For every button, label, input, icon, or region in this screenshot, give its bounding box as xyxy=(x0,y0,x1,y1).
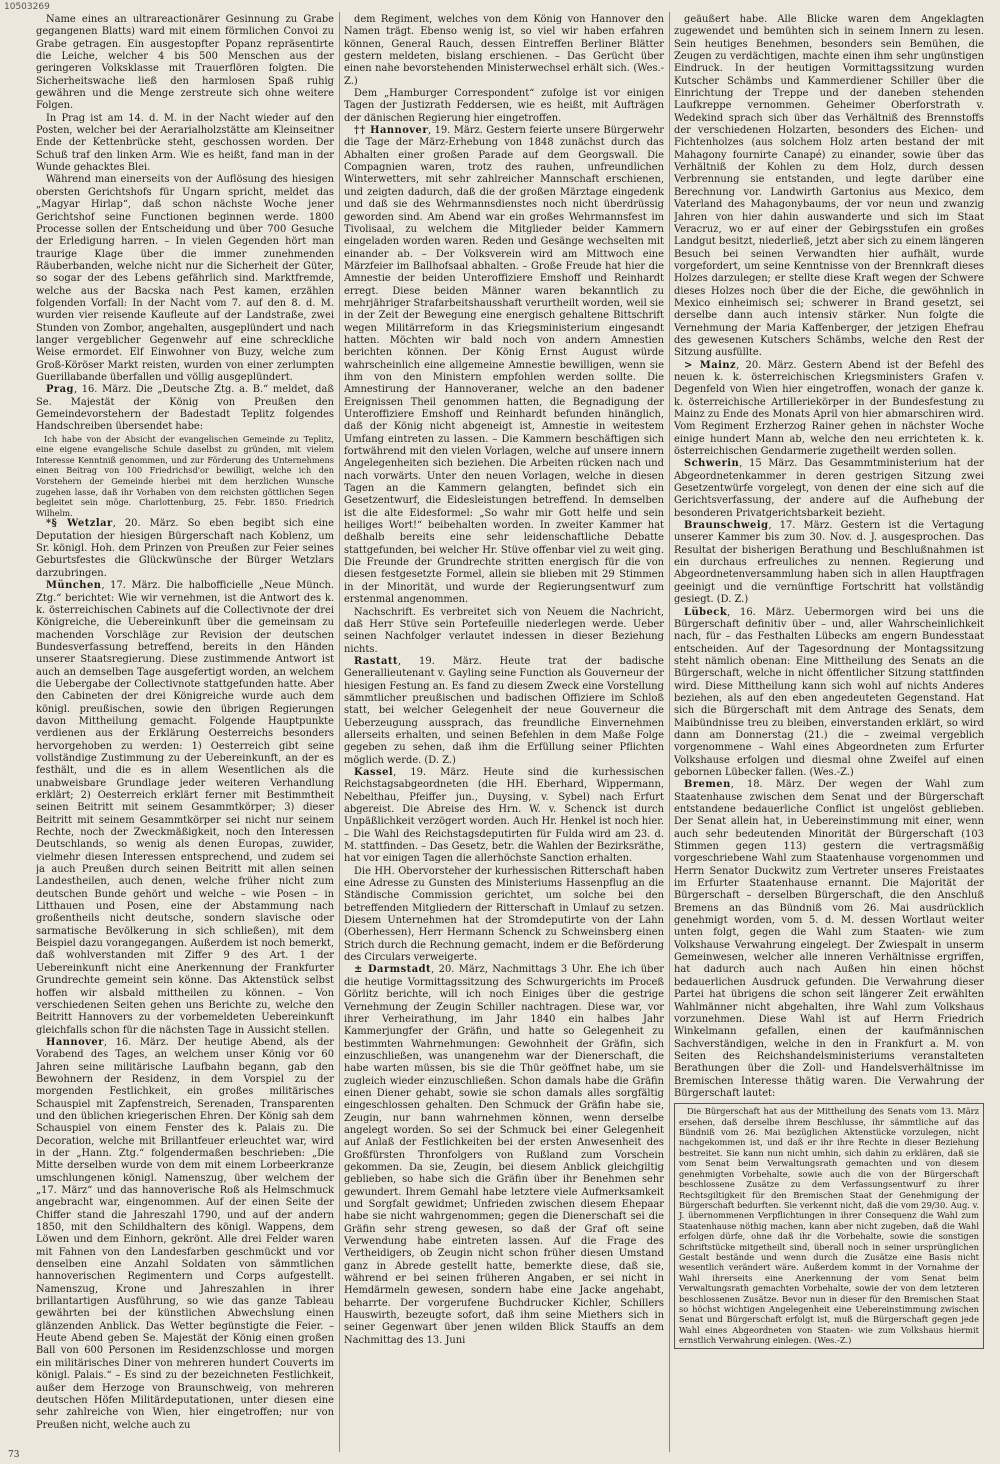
dateline-place: Kassel xyxy=(354,766,394,778)
news-body: , 19. März. Heute sind die kurhessischen Reichstagsabgeordneten (die HH. Eberhard, Wippermann, Nebelthau, Pfeiffer jun., Duysing, v. Sybel) nach Erfurt abgereist. Die Abreise des Hrn. W. v. Schenck ist durch Unpäßlichkeit verzögert worden. Auch Hr. Henkel ist noch hier. – Die Wahl des Reichstagsdeputirten für Fulda wird am 23. d. M. stattfinden. – Das Gesetz, betr. die Wahlen der Bezirksräthe, hat vor einigen Tagen die allerhöchste Sanction erhalten. xyxy=(344,766,664,865)
dateline-place: Hannover xyxy=(46,1036,104,1048)
dateline-place: Rastatt xyxy=(354,655,398,667)
paragraph: Nachschrift. Es verbreitet sich von Neuem die Nachricht, daß Herr Stüve sein Portefeuille niederlegen werde. Ueber seinen Nachfolger verlautet indessen in dieser Beziehung nichts. xyxy=(344,606,664,655)
news-body: , 20. März. Gestern Abend ist der Befehl des neuen k. k. österreichischen Kriegsministers Grafen v. Degenfeld von Wien hier eingetroffen, wonach der ganze k. k. österreichische Artilleriekörper in der Bundesfestung zu Mainz zu Ende des Monats April von hier abmarschiren wird. Vom Regiment Erzherzog Rainer gehen in nächster Woche einige hundert Mann ab, welche den neu errichteten k. k. österreichischen Gendarmerie zugetheilt werden sollen. xyxy=(674,359,984,458)
news-item xyxy=(674,520,984,606)
paragraph: Während man einerseits von der Auflösung des hiesigen obersten Gerichtshofs für Ungarn spricht, meldet das „Magyar Hirlap“, daß schon nächste Woche jener Gerichtshof seine Functionen beginnen werde. 1800 Processe sollen der Entscheidung und über 700 Gesuche der Erledigung harren. – In vielen Gegenden hört man traurige Klage über die immer zunehmenden Räuberbanden, welche nicht nur die Sicherheit der Güter, so sogar der des Lebens gefährlich sind. Marktfremde, welche aus der Bacska nach Pest kamen, erzählen folgenden Vorfall: In der Nacht vom 7. auf den 8. d. M. wurden vier reisende Kaufleute auf der Landstraße, zwei Stunden von Zombor, angehalten, ausgeplündert und nach langer vergeblicher Gegenwehr auf eine schreckliche Weise ermordet. Elf Einwohner von Buzy, welche zum Groß-Köröser Markt reisten, wurden von einer zerlumpten Guerillabande überfallen und völlig ausgeplündert. xyxy=(36,174,334,383)
news-item xyxy=(344,125,664,606)
dateline-place: †† Hannover xyxy=(354,125,429,137)
dateline-place: Bremen xyxy=(684,779,731,791)
news-body: , 19. März. Gestern feierte unsere Bürgerwehr die Tage der März-Erhebung von 1848 zunächst durch das Abhalten einer großen Parade auf dem Georgswall. Die Compagnien waren, trotz des rauhen, unfreundlichen Winterwetters, mit sehr zahlreicher Mannschaft erschienen, und zeigten dadurch, daß die der großen Märztage eingedenk und daß sie des Wehrmannsdienstes noch nicht überdrüssig geworden sind. Am Abend war ein großes Wehrmannsfest im Tivolisaal, zu welchem die Mitglieder beider Kammern eingeladen worden waren. Reden und Gesänge wechselten mit einander ab. – Der Volksverein wird am Mittwoch eine Märzfeier im Ballhofsaal abhalten. – Große Freude hat hier die Amnestie der beiden Unteroffiziere Emshoff und Reinhardt erregt. Diese beiden Männer waren bekanntlich zu mehrjähriger Strafarbeitshausshaft verurtheilt worden, weil sie in der Zeit der Bewegung eine energisch gehaltene Bittschrift wegen Militärreform in das Kriegsministerium eingesandt hatten. Möchten wir bald noch von andern Amnestien berichten können. Der König Ernst August würde wahrscheinlich eine allgemeine Amnestie bewilligen, wenn sie ihm von den Ministern empfohlen werden sollte. Die Amnestirung der Hannoveraner, welche an den badener Ereignissen Theil genommen hatten, die Begnadigung der Unteroffiziere Emshoff und Reinhardt befunden hinänglich, daß der König nicht abgeneigt ist, Amnestie in weitestem Umfang eintreten zu lassen. – Die Kammern beschäftigen sich fortwährend mit den vielen Vorlagen, welche auf unsere innern Angelegenheiten sich beziehen. Die Arbeiten rücken nach und nach vorwärts. Unter den neuen Vorlagen, welche in diesen Tagen an die Kammern gelangten, befindet sich ein Gesetzentwurf, die Eidesleistungen betreffend. In demselben ist die alte Eidesformel: „So wahr mir Gott helfe und sein heiliges Wort!“ beibehalten worden. In zweiter Kammer hat deßhalb bereits eine sehr leidenschaftliche Debatte stattgefunden, bei welcher Hr. Stüve offenbar viel zu weit ging. Die Freunde der Grundrechte stritten energisch für die von diesen festgesetzte Formel, allein sie blieben mit 29 Stimmen in der Minorität, und wurde der Regierungsentwurf zum erstenmal angenommen. xyxy=(344,125,664,606)
news-body: , 16. März. Der heutige Abend, als der Vorabend des Tages, an welchem unser König vor 60 Jahren seine militärische Laufbahn begann, gab den Bewohnern der Residenz, in dem Vorspiel zu der morgenden Festlichkeit, ein großes militärisches Schauspiel mit Zapfenstreich, Serenaden, Transparenten und den üblichen kriegerischen Ehren. Der König sah dem Schauspiel von einem Fenster des k. Palais zu. Die Decoration, welche mit Brillantfeuer erleuchtet war, wird in der „Hann. Ztg.“ folgendermaßen beschrieben: „Die Mitte derselben wurde von dem mit einem Lorbeerkranze umschlungenen königl. Namenszug, über welchem der „17. März“ und das hannoverische Roß als Helmschmuck angebracht war, eingenommen. Auf der einen Seite der Chiffer stand die Jahreszahl 1790, und auf der andern 1850, mit den Schildhaltern des königl. Wappens, dem Löwen und dem Einhorn, gekrönt. Alle drei Felder waren mit Fahnen von den Landesfarben geschmückt und vor denselben eine Anzahl Soldaten von sämmtlichen hannoverischen Regimentern und Corps aufgestellt. Namenszug, Krone und Jahreszahlen in ihrer brillantartigen Ausführung, so wie das ganze Tableau gewährten bei der künstlichen Abwechslung einen glänzenden Anblick. Das Wetter begünstigte die Feier. – Heute Abend geben Se. Majestät der König einen großen Ball von 600 Personen im Residenzschlosse und morgen ein militärisches Diner von mehreren hundert Couverts im königl. Palais.“ – Es sind zu der bezeichneten Festlichkeit, außer dem Herzoge von Braunschweig, von mehreren deutschen Höfen Militärdeputationen, unter diesen eine sehr zahlreiche von Wien, hier eingetroffen; nur von Preußen nicht, welche auch zu xyxy=(36,1036,334,1431)
news-item xyxy=(674,607,984,780)
dateline-place: München xyxy=(46,580,102,592)
news-item xyxy=(344,767,664,866)
dateline-place: Lübeck xyxy=(684,606,728,618)
dateline-place: Prag xyxy=(46,384,74,396)
news-body: , 15 März. Das Gesammtministerium hat der Abgeordnetenkammer in deren gestrigen Sitzung zwei Gesetzentwürfe vorgelegt, von denen der eine sich auf die Gerichtsverfassung, der andere auf die Aufhebung der besonderen Privatgerichtsbarkeit bezieht. xyxy=(674,458,984,519)
paragraph: dem Regiment, welches von dem König von Hannover den Namen trägt. Ebenso wenig ist, so viel wir haben erfahren können, General Rauch, dessen Eintreffen Berliner Blätter gestern meldeten, bislang erschienen. – Das Gerücht über einen nahe bevorstehenden Ministerwechsel erhält sich. (Wes.-Z.) xyxy=(344,14,664,87)
paragraph: Die HH. Obervorsteher der kurhessischen Ritterschaft haben eine Adresse zu Gunsten des Ministeriums Hassenpflug an die Ständische Commission gerichtet, um solche bei den betreffenden Mitgliedern der Ritterschaft in Umlauf zu setzen. Diesem Unternehmen hat der Stromdeputirte von der Lahn (Oberhessen), Herr Hermann Schenck zu Schweinsberg einen Strich durch die Rechnung gemacht, indem er die Beförderung des Circulars verweigerte. xyxy=(344,865,664,964)
dateline-place: > Mainz xyxy=(684,359,737,371)
news-item xyxy=(674,360,984,459)
news-body: , 19. März. Heute trat der badische Generallieutenant v. Gayling seine Function als Gouverneur der hiesigen Festung an. Es fand zu diesem Zweck eine Vorstellung sämmtlicher preußischen und badischen Offiziere im Schloß statt, bei welcher Gelegenheit der neue Gouverneur die Ueberzeugung aussprach, das freundliche Einvernehmen allerseits erhalten, und seinen Befehlen in dem Maße Folge gegeben zu sehen, daß ihm die Erfüllung seiner Pflichten möglich werde. (D. Z.) xyxy=(344,655,664,766)
protest-text: Die Bürgerschaft hat aus der Mittheilung des Senats vom 13. März ersehen, daß derselbe ihrem Beschlusse, ihr sämmtliche auf das Bündniß vom 26. Mai bezüglichen Aktenstücke vorzulegen, nicht nachgekommen ist, und daß er ihr ihre Rechte in dieser Beziehung bestreitet. Sie kann nun nicht umhin, sich dahin zu erklären, daß sie vom Senat beim Verwaltungsrath gemachten und von diesem genehmigten Vorbehalte, sowie auch die von der Bürgerschaft beschlossene Zusätze zu dem Verfassungsentwurf zu ihrer Rechtsgiltigkeit für den Bremischen Staat der Genehmigung der Bürgerschaft bedurften. Sie verkennt nicht, daß die vom 29/30. Aug. v. J. übernommenen Verpflichtungen in ihrer Consequenz die Wahl zum Staatenhause nöthig machen, kann aber nicht zugeben, daß die Wahl erfolgen dürfe, ohne daß ihr die Vorbehalte, sowie die sonstigen Schriftstücke mitgetheilt sind, überall noch in seiner ursprünglichen Gestalt bestände und wenn durch die Zusätze eine Basis nicht wesentlich verändert wäre. Außerdem kommt in der Vornahme der Wahl ihrerseits eine Anerkennung der vom Senat beim Verwaltungsrath gemachten Vorbehalte, sowie der von dem letzteren beschlossenen Zusätze. Bevor nun in dieser für den Bremischen Staat so höchst wichtigen Angelegenheit eine Uebereinstimmung zwischen Senat und Bürgerschaft erfolgt ist, muß die Bürgerschaft gegen jede Wahl eines Abgeordneten von Staaten- wie zum Volkshaus hiermit ernstlich Verwahrung einlegen. (Wes.-Z.) xyxy=(674,1103,984,1348)
dateline-place: Braunschweig xyxy=(684,520,769,532)
news-item xyxy=(344,964,664,1347)
column-1 xyxy=(36,14,334,1450)
column-rule xyxy=(669,12,670,1452)
news-item xyxy=(36,518,334,580)
column-3 xyxy=(674,14,984,1450)
dateline-place: Schwerin xyxy=(684,458,740,470)
news-item xyxy=(344,656,664,767)
news-body: , 20. März. So eben begibt sich eine Deputation der hiesigen Bürgerschaft nach Koblenz, um Sr. königl. Hoh. dem Prinzen von Preußen zur Feier seines Geburtsfestes die Glückwünsche der Bürger Wetzlars darzubringen. xyxy=(36,518,334,579)
news-item xyxy=(674,458,984,520)
news-body: , 17. März. Gestern ist die Vertagung unserer Kammer bis zum 30. Nov. d. J. ausgesprochen. Das Resultat der bisherigen Berathung und Beschlußnahmen ist ein durchaus erfreuliches zu nennen. Regierung und Abgeordnetenversammlung haben sich in allen Hauptfragen geeinigt und die vernünftige Fortschritt hat vollständig gesiegt. (D. Z.) xyxy=(674,520,984,606)
page-mark: 73 xyxy=(8,1450,20,1460)
page-id: 10503269 xyxy=(4,2,50,12)
news-body: , 20. März, Nachmittags 3 Uhr. Ehe ich über die heutige Vormittagssitzung des Schwurgerichts im Proceß Görlitz berichte, will ich noch Einiges über die gestrige Vernehmung der Zeugin Schiller nachtragen. Diese war, vor ihrer Verheirathung, im Jahr 1840 ein halbes Jahr Kammerjungfer der Gräfin, und hatte so Gelegenheit zu bestimmten Wahrnehmungen: Gewohnheit der Gräfin, sich einzuschließen, was unangenehm war der Dienerschaft, die habe warten müssen, bis sie die Thür geöffnet habe, um sie zugleich wieder einzuschließen. Schon damals habe die Gräfin einen Diener gehabt, sowie sie schon damals alles sorgfältig eingeschlossen gehalten. Den Schmuck der Gräfin habe sie, Zeugin, nur bann wahrnehmen können, wenn derselbe angelegt worden. So sei der Schmuck bei einer Gelegenheit auf Anlaß der Festlichkeiten bei der ersten Anwesenheit des Großfürsten Thronfolgers von Rußland zum Vorschein gekommen. Da sie, Zeugin, bei diesem Anblick gleichgiltig geblieben, so habe sich die Gräfin über ihr Benehmen sehr gewundert. Ihrem Gemahl habe letztere viele Aufmerksamkeit und Sorgfalt gewidmet; Unfrieden zwischen diesem Ehepaar habe sie nicht wahrgenommen; gegen die Dienerschaft sei die Gräfin sehr streng gewesen, so daß der Graf oft seine Verwendung habe eintreten lassen. Auf die Frage des Vertheidigers, ob Zeugin nicht schon früher diesen Umstand ganz in Abrede gestellt hatte, bemerkte diese, daß sie, während er bei seinen früheren Angaben, er sei nicht in Hemdärmeln gewesen, sondern habe eine Jacke angehabt, beharrte. Der vorgerufene Buchdrucker Kichler, Schillers Hauswirth, bezeugte sofort, daß ihm seine Miethers sich in seiner Gegenwart über jenen wilden Blick Stauffs an dem Nachmittag des 13. Juni xyxy=(344,964,664,1346)
paragraph: Dem „Hamburger Correspondent“ zufolge ist vor einigen Tagen der Justizrath Feddersen, wie es heißt, mit Aufträgen der dänischen Regierung hier eingetroffen. xyxy=(344,88,664,124)
paragraph: geäußert habe. Alle Blicke waren dem Angeklagten zugewendet und bemühten sich in seinem Innern zu lesen. Sein heutiges Benehmen, besonders sein Bemühen, die Zeugen zu verdächtigen, machte einen ihm sehr ungünstigen Eindruck. In der heutigen Vormittagssitzung wurden Kutscher Schämbs und Kammerdiener Schiller über die Einrichtung der Treppe und der daneben stehenden Laufkreppe vernommen. Geheimer Oberforstrath v. Wedekind sprach sich über das Verhältniß des Brennstoffs der verschiedenen Holzarten, besonders des Eichen- und Fichtenholzes (aus solchem Holz arten bestand der mit Mahagony fournirte Canapé) zu einander, sowie über das Verhältniß der Kohlen zu dem Holz, durch dessen Verbrennung sie entstanden, und legte darüber eine Berechnung vor. Landwirth Gartonius aus Mexico, dem Vaterland des Mahagonybaums, der vor neun und zwanzig Jahren von hier dahin auswanderte und sich im Staat Veracruz, wo er auf einer der Gebirgsstufen ein großes Landgut besitzt, niederließ, jetzt aber sich zu einem längeren Besuch bei seinen Verwandten hier aufhält, wurde vorgefordert, um seine Kenntnisse von der Brennkraft dieses Holzes darzulegen; er stellte diese Kraft wegen der Schwere dieses Holzes noch über die der Eiche, die gewöhnlich in Mexico einheimisch sei; schwerer in Brand gesetzt, sei derselbe dann auch intensiv stärker. Nun folgte die Vernehmung der Maria Kaffenberger, der jetzigen Ehefrau des gewesenen Kutschers Schämbs, welche den Rest der Sitzung ausfüllte. xyxy=(674,14,984,359)
news-item xyxy=(674,779,984,1100)
dateline-place: *§ Wetzlar xyxy=(46,518,113,530)
column-rule xyxy=(339,12,340,1452)
news-item xyxy=(36,580,334,1037)
news-body: , 16. März. Uebermorgen wird bei uns die Bürgerschaft definitiv über – und, aller Wahrscheinlichkeit nach, für – das Festhalten Lübecks am engern Bundesstaat entscheiden. Auf der Tagesordnung der Montagssitzung steht nämlich obenan: Eine Mittheilung des Senats an die Bürgerschaft, welche in nicht öffentlicher Sitzung stattfinden wird. Diese Mittheilung kann sich wohl auf nichts Anderes beziehen, als auf den eben angedeuteten Gegenstand. Hat sich die Bürgerschaft mit dem Antrage des Senats, dem Maibündnisse treu zu bleiben, einverstanden erklärt, so wird dann am Donnerstag (21.) die – zweimal vergeblich vorgenommene – Wahl eines Abgeordneten zum Erfurter Volkshause erfolgen und diesmal ohne Zweifel auf einen gebornen Lübecker fallen. (Wes.-Z.) xyxy=(674,606,984,778)
news-item xyxy=(36,384,334,433)
news-body: , 16. März. Die „Deutsche Ztg. a. B.“ meldet, daß Se. Majestät der König von Preußen den Gemeindevorstehern der Badestadt Teplitz folgendes Handschreiben übersendet habe: xyxy=(36,384,334,433)
column-2 xyxy=(344,14,664,1450)
news-item xyxy=(36,1037,334,1432)
quoted-letter: Ich habe von der Absicht der evangelischen Gemeinde zu Teplitz, eine eigene evangelische Schule daselbst zu gründen, mit vielem Interesse Kenntniß genommen, und zur Förderung des Unternehmens einen Beitrag von 100 Friedrichsd'or bewilligt, welche ich den Vorstehern der Gemeinde hierbei mit dem herzlichen Wunsche zugehen lasse, daß ihr Vorhaben von dem reichsten göttlichen Segen begleitet sein möge. Charlottenburg, 25. Febr. 1850. Friedrich Wilhelm. xyxy=(36,433,334,518)
news-body: , 18. März. Der wegen der Wahl zum Staatenhause zwischen dem Senat und der Bürgerschaft entstandene bedauerliche Conflict ist ungelöst geblieben. Der Senat allein hat, in Uebereinstimmung mit einer, wenn auch sehr bedeutenden Minorität der Bürgerschaft (103 Stimmen gegen 113) gestern die vertragsmäßig vorgeschriebene Wahl zum Staatenhause vorgenommen und Herrn Senator Duckwitz zum Vertreter unseres Freistaates im Erfurter Staatenhause ernannt. Die Majorität der Bürgerschaft – derselben Bürgerschaft, die den Anschluß Bremens an das Bündniß vom 26. Mai ausdrücklich genehmigt worden, vom 5. d. M. dessen Wortlaut weiter unten folgt, gegen die Wahl zum Staaten- wie zum Volkshause Verwahrung eingelegt. Der Zwiespalt in unserm Gemeinwesen, welcher alle inneren Verhältnisse ergriffen, hat dadurch auch nach Außen hin einen höchst bedauerlichen Ausdruck gefunden. Die Verwahrung dieser Partei hat übrigens die schon seit längerer Zeit erwählten Wahlmänner nicht abgehalten, ihre Wahl zum Volkshaus vorzunehmen. Diese Wahl ist auf Herrn Friedrich Winkelmann gefallen, einen der kaufmännischen Sachverständigen, welche in den in Frankfurt a. M. von Seiten des Reichshandelsministeriums veranstalteten Berathungen über die Zoll- und Handelsverhältnisse im Bremischen Interesse thätig waren. Die Verwahrung der Bürgerschaft lautet: xyxy=(674,779,984,1099)
paragraph: In Prag ist am 14. d. M. in der Nacht wieder auf den Posten, welcher bei der Aerarialholzstätte am Kleinseitner Ende der Kettenbrücke steht, geschossen worden. Der Schuß traf den linken Arm. Wie es heißt, fand man in der Wunde gehacktes Blei. xyxy=(36,112,334,174)
paragraph: Name eines an ultrareactionärer Gesinnung zu Grabe gegangenen Blatts) ward mit einem förmlichen Convoi zu Grabe getragen. Ein ausgestopfter Popanz repräsentirte die Leiche, welcher 4 bis 500 Menschen aus der geringeren Volksklasse mit Trauerflören folgten. Die Sicherheitswache ließ den harmlosen Spaß ruhig gewähren und die Menge zerstreute sich ohne weitere Folgen. xyxy=(36,14,334,112)
dateline-place: ± Darmstadt xyxy=(354,964,432,976)
news-body: , 17. März. Die halbofficielle „Neue Münch. Ztg.“ berichtet: Wie wir vernehmen, ist die Antwort des k. k. österreichischen Cabinets auf die Collectivnote der drei Königreiche, die Uebereinkunft über die gemeinsam zu machenden Vorschläge zur Revision der deutschen Bundesverfassung betreffend, bereits in den Händen unserer Staatsregierung. Diese zustimmende Antwort ist auch an demselben Tage ausgefertigt worden, an welchem die Uebergabe der Collectivnote stattgefunden hatte. Aber den Cabineten der drei Königreiche wurde auch dem königl. preußischen, sowie den übrigen Regierungen davon Mittheilung gemacht. Folgende Hauptpunkte verdienen aus der Erklärung Oesterreichs besonders hervorgehoben zu werden: 1) Oesterreich gibt seine vollständige Zustimmung zu der Uebereinkunft, an der es festhält, und die es in allem Wesentlichen als die unabweisbare Grundlage jeder weiteren Verhandlung erklärt; 2) Oesterreich erklärt ferner mit Bestimmtheit seinen Beitritt mit seinem Gesammtkörper; 3) dieser Beitritt mit seinem Gesammtkörper sei nicht nur seinem Rechte, noch der Zweckmäßigkeit, noch den Interessen Deutschlands, so wenig als denen Europas, zuwider, vielmehr diesen Interessen entsprechend, und zudem sei ja auch Preußen durch seinen Beitritt mit allen seinen Landestheilen, auch denen, welche früher nicht zum deutschen Bunde gehört und welche – wie Posen – in Litthauen und Posen, eine der Abstammung nach großentheils nicht deutsche, sondern slavische oder sarmatische Bevölkerung in sich schließen), mit dem Beispiel dazu vorangegangen. Außerdem ist noch bemerkt, daß wohlverstanden mit Ziffer 9 des Art. 1 der Uebereinkunft nicht eine Anerkennung der Frankfurter Grundrechte gemeint sein könne. Das Aktenstück selbst hoffen wir alsbald mittheilen zu können. – Von verschiedenen Seiten gehen uns Berichte zu, welche den Beitritt Hannovers zu der vorbemeldeten Uebereinkunft gleichfalls schon für die nächsten Tage in Aussicht stellen. xyxy=(36,580,334,1036)
